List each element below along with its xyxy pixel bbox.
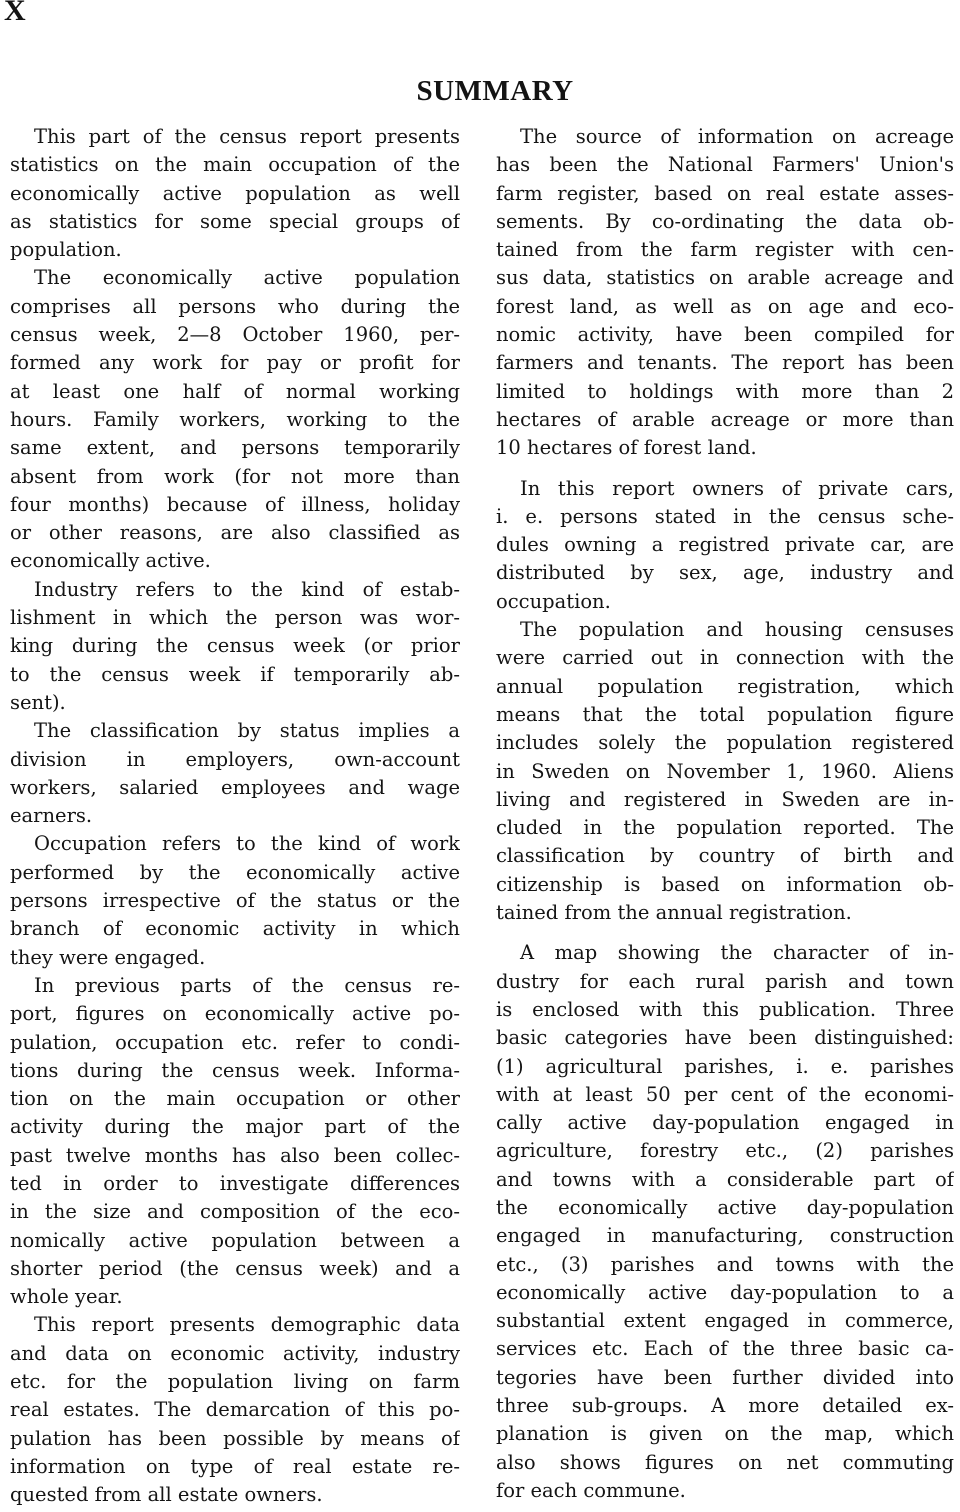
text-line: comprises all persons who during the [10,294,460,318]
text-line: hectares of arable acreage or more than [496,407,954,431]
text-line: farm register, based on real estate asses- [496,181,954,205]
text-line: sements. By co-ordinating the data ob- [496,209,954,233]
text-line: to the census week if temporarily ab- [10,662,460,686]
text-line: quested from all estate owners. [10,1483,323,1507]
text-line: The population and housing censuses [520,618,954,642]
text-line: 10 hectares of forest land. [496,436,757,460]
text-line: etc., (3) parishes and towns with the [496,1252,954,1276]
text-line: occupation. [496,589,611,613]
text-line: population. [10,238,122,262]
text-line: were carried out in connection with the [496,646,954,670]
left-column [10,123,460,1510]
text-line: statistics on the main occupation of the [10,153,460,177]
text-line: ted in order to investigate differences [10,1171,460,1195]
text-line: the economically active day-population [496,1195,954,1219]
text-line: This part of the census report presents [34,125,460,148]
text-line: (1) agricultural parishes, i. e. parishes [496,1054,954,1078]
text-line: The classification by status implies a [34,719,460,743]
text-line: pulation, occupation etc. refer to condi- [10,1030,460,1054]
text-line: nomic activity, have been compiled for [496,323,954,347]
text-line: services etc. Each of the three basic ca- [496,1337,954,1361]
text-line: In previous parts of the census re- [34,973,460,997]
paragraph [10,576,460,717]
text-line: i. e. persons stated in the census sche- [496,504,954,528]
text-line: division in employers, own-account [10,747,460,771]
text-line: tion on the main occupation or other [10,1087,460,1111]
text-line: at least one half of normal working [10,379,460,403]
text-line: lishment in which the person was wor- [10,606,460,630]
text-line: annual population registration, which [496,674,954,698]
text-line: in Sweden on November 1, 1960. Aliens [496,759,954,783]
text-line: real estates. The demarcation of this po- [10,1398,460,1422]
text-line: cluded in the population reported. The [496,816,954,840]
text-line: four months) because of illness, holiday [10,492,460,516]
text-line: dustry for each rural parish and town [496,969,954,993]
text-line: tions during the census week. Informa- [10,1058,460,1082]
text-line: cally active day-population engaged in [496,1111,954,1135]
paragraph [10,1311,460,1509]
text-line: hours. Family workers, working to the [10,407,460,431]
text-line: tegories have been further divided into [496,1365,954,1389]
text-line: has been the National Farmers' Union's [496,153,954,177]
paragraph [496,475,954,616]
text-line: nomically active population between a [10,1228,460,1252]
paragraph [496,123,954,463]
text-line: The economically active population [34,266,460,290]
text-line: sent). [10,690,66,714]
paragraph [10,972,460,1312]
text-line: engaged in manufacturing, construction [496,1224,954,1248]
text-line: etc. for the population living on farm [10,1370,460,1394]
text-line: shorter period (the census week) and a [10,1256,460,1280]
text-line: limited to holdings with more than 2 [496,379,954,403]
text-line: with at least 50 per cent of the economi- [496,1082,954,1106]
text-line: absent from work (for not more than [10,464,460,488]
text-line: Occupation refers to the kind of work [34,832,460,856]
text-line: workers, salaried employees and wage [10,775,460,799]
text-line: economically active day-population to a [496,1280,954,1304]
text-line: persons irrespective of the status or the [10,889,460,913]
text-line: farmers and tenants. The report has been [496,351,954,375]
text-line: forest land, as well as on age and eco- [496,294,954,318]
text-line: for each commune. [496,1478,686,1502]
paragraph [496,939,954,1505]
text-line: includes solely the population registered [496,731,954,755]
text-line: king during the census week (or prior [10,634,460,658]
text-line: agriculture, forestry etc., (2) parishes [496,1139,954,1163]
text-line: planation is given on the map, which [496,1422,954,1446]
text-line: three sub-groups. A more detailed ex- [496,1394,954,1418]
text-line: as statistics for some special groups of [10,209,460,233]
text-line: classification by country of birth and [496,844,954,868]
text-line: and data on economic activity, industry [10,1341,460,1365]
text-line: In this report owners of private cars, [520,476,954,500]
text-line: in the size and composition of the eco- [10,1200,460,1224]
paragraph [496,616,954,927]
text-line: whole year. [10,1285,123,1309]
text-line: This report presents demographic data [34,1313,460,1337]
text-line: formed any work for pay or profit for [10,351,460,375]
text-line: earners. [10,804,93,828]
right-column [496,123,954,1505]
paragraph [10,123,460,264]
text-line: tained from the annual registration. [496,901,852,925]
text-line: or other reasons, are also classified as [10,521,460,545]
page-number: X [4,0,26,27]
text-line: and towns with a considerable part of [496,1167,954,1191]
paragraph [10,717,460,830]
text-line: citizenship is based on information ob- [496,872,954,896]
text-line: living and registered in Sweden are in- [496,787,954,811]
text-line: economically active. [10,549,211,573]
text-line: basic categories have been distinguished: [496,1026,954,1050]
text-line: Industry refers to the kind of estab- [34,577,460,601]
text-line: same extent, and persons temporarily [10,436,460,460]
text-line: performed by the economically active [10,860,460,884]
text-line: branch of economic activity in which [10,917,460,941]
text-line: economically active population as well [10,181,460,205]
text-line: The source of information on acreage [520,125,954,148]
paragraph [10,264,460,575]
text-line: is enclosed with this publication. Three [496,997,954,1021]
text-line: tained from the farm register with cen- [496,238,954,262]
text-line: also shows figures on net commuting [496,1450,954,1474]
text-line: means that the total population figure [496,702,954,726]
paragraph [10,830,460,971]
text-line: census week, 2—8 October 1960, per- [10,323,460,347]
text-line: A map showing the character of in- [520,941,954,965]
text-line: port, figures on economically active po- [10,1002,460,1026]
page-title: SUMMARY [416,75,574,108]
text-line: activity during the major part of the [10,1115,460,1139]
text-line: substantial extent engaged in commerce, [496,1309,954,1333]
text-line: sus data, statistics on arable acreage and [496,266,954,290]
text-line: past twelve months has also been collec- [10,1143,460,1167]
text-line: information on type of real estate re- [10,1454,460,1478]
text-line: dules owning a registred private car, are [496,533,954,557]
text-line: distributed by sex, age, industry and [496,561,954,585]
text-line: they were engaged. [10,945,206,969]
text-line: pulation has been possible by means of [10,1426,460,1450]
